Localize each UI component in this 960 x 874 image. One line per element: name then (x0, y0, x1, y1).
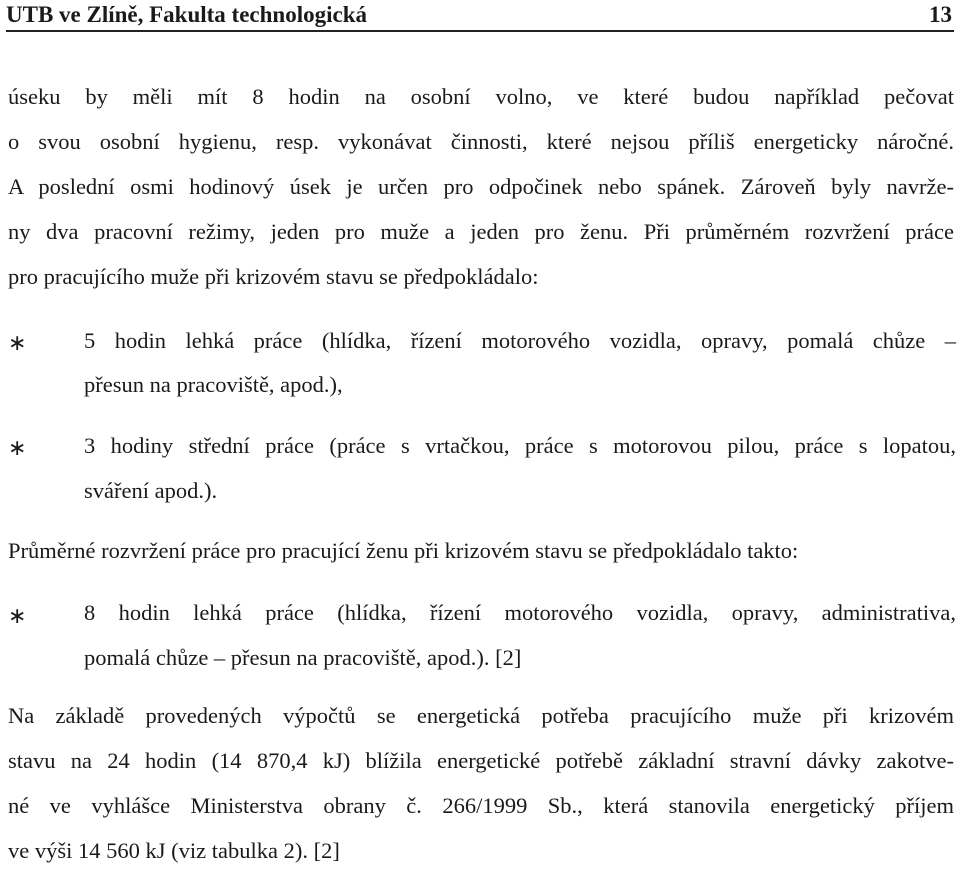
paragraph-line: úseku by měli mít 8 hodin na osobní volno, ve které budou například pečovat (8, 84, 954, 109)
page-number: 13 (929, 2, 952, 27)
list-item-line: přesun na pracoviště, apod.), (84, 372, 343, 397)
list-item-line: pomalá chůze – přesun na pracoviště, apod.). [2] (84, 645, 522, 670)
paragraph-line: ve výši 14 560 kJ (viz tabulka 2). [2] (8, 838, 340, 863)
list-item-line: 3 hodiny střední práce (práce s vrtačkou, práce s motorovou pilou, práce s lopatou, (84, 433, 956, 458)
bullet-marker: ∗ (8, 603, 27, 628)
paragraph-line: Na základě provedených výpočtů se energetická potřeba pracujícího muže při krizovém (8, 703, 954, 728)
paragraph-line: né ve vyhlášce Ministerstva obrany č. 266/1999 Sb., která stanovila energetický příjem (8, 793, 954, 818)
page-header (6, 2, 954, 32)
paragraph-line: stavu na 24 hodin (14 870,4 kJ) blížila energetické potřebě základní stravní dávky zakotve- (8, 748, 954, 773)
paragraph-line: Průměrné rozvržení práce pro pracující ženu při krizovém stavu se předpokládalo takto: (8, 538, 799, 563)
bullet-marker: ∗ (8, 435, 27, 460)
list-item-line: 5 hodin lehká práce (hlídka, řízení motorového vozidla, opravy, pomalá chůze – (84, 328, 956, 353)
paragraph-line: ny dva pracovní režimy, jeden pro muže a jeden pro ženu. Při průměrném rozvržení práce (8, 219, 954, 244)
list-item-line: sváření apod.). (84, 478, 218, 503)
paragraph-line: pro pracujícího muže při krizovém stavu se předpokládalo: (8, 264, 539, 289)
list-item-line: 8 hodin lehká práce (hlídka, řízení motorového vozidla, opravy, administrativa, (84, 600, 956, 625)
paragraph-line: A poslední osmi hodinový úsek je určen pro odpočinek nebo spánek. Zároveň byly navrže- (8, 174, 954, 199)
paragraph-line: o svou osobní hygienu, resp. vykonávat činnosti, které nejsou příliš energeticky náročné. (8, 129, 954, 154)
bullet-marker: ∗ (8, 330, 27, 355)
header-title: UTB ve Zlíně, Fakulta technologická (6, 2, 367, 27)
